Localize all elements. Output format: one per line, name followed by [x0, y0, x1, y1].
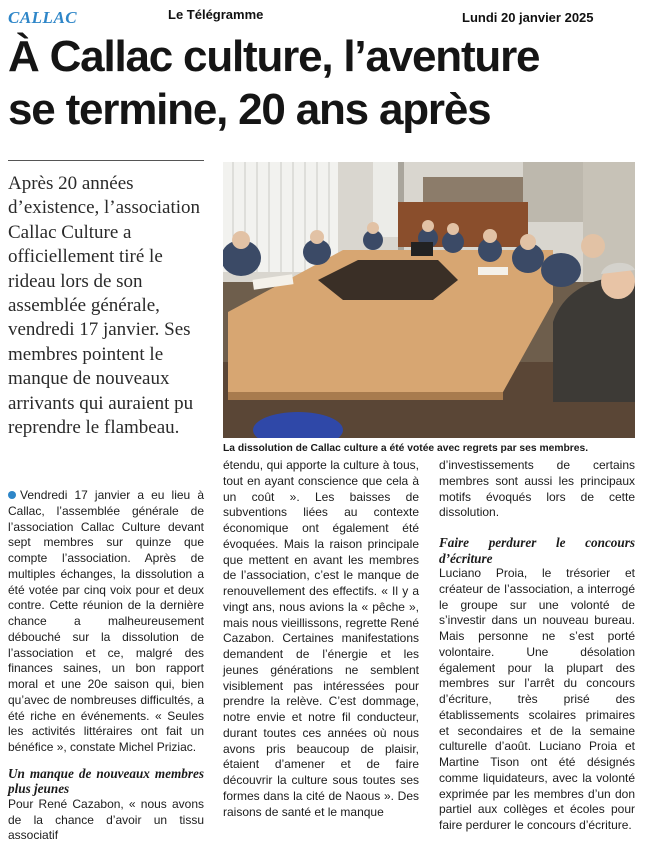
paragraph: Luciano Proia, le trésorier et créateur de l’association, a interrogé le groupe sur une volonté de s’investir dans un nouveau bureau. Mais personne ne s’est porté volontaire. Une désolation également pour la plupart des membres sur l’arrêt du concours d’écriture, très prisé des établissements scolaires primaires et secondaires et de la semaine culturelle d’août. Luciano Proia et Martine Tison ont été désignés comme liquidateurs, avec la volonté exprimée par les membres d’un don partiel aux collèges et écoles pour faire perdurer le concours d’écriture.	[439, 566, 635, 832]
article-headline	[8, 30, 638, 136]
article-photo	[223, 162, 635, 438]
subheading: Faire perdurer le concours d’écriture	[439, 535, 635, 566]
meeting-photo-illustration	[223, 162, 635, 438]
publication-date: Lundi 20 janvier 2025	[462, 10, 594, 25]
article-column-1	[8, 488, 204, 844]
headline-line-2: se termine, 20 ans après	[8, 85, 491, 134]
newspaper-source: Le Télégramme	[168, 7, 264, 22]
article-column-3	[439, 458, 635, 834]
paragraph: étendu, qui apporte la culture à tous, tout en ayant conscience que cela à un coût ». Les baisses de subventions liées au contexte économique ont également été évoquées. Mais la raison principale que mettent en avant les membres de l’association, c’est le manque de renouvellement des effectifs. « Il y a vingt ans, nous avions la « pêche », mais nous vieillissons, regrette René Cazabon. Certaines manifestations demandent de l’énergie et les jeunes générations ne semblent visiblement pas intéressées pour prendre la relève. C’est dommage, notre envie et notre fil conducteur, durant toutes ces années où nous avons pris beaucoup de plaisir, étaient d’amener et de faire découvrir la culture sous toutes ses formes dans la cité de Naous ». Des raisons de santé et le manque	[223, 458, 419, 819]
photo-caption: La dissolution de Callac culture a été votée avec regrets par ses membres.	[223, 443, 589, 454]
lede-divider	[8, 160, 204, 161]
article-column-2	[223, 458, 419, 820]
paragraph: Pour René Cazabon, « nous avons de la chance d’avoir un tissu associatif	[8, 796, 204, 843]
paragraph-text: Vendredi 17 janvier a eu lieu à Callac, l’assemblée générale de l’association Callac Culture devant sept membres sur quinze que compte l’association. Après de multiples échanges, la dissolution a été votée par cinq voix pour et deux contre. Cette réunion de la dernière chance a malheureusement débouché sur la dissolution de l’association et ce, malgré des finances saines, un bon rapport moral et une 20e saison qui, bien qu’avec de nombreuses difficultés, a été riche en événements. « Seules les activités littéraires ont fait un bénéfice », constate Michel Priziac.	[8, 488, 204, 754]
bullet-dot-icon	[8, 491, 16, 499]
article-lede: Après 20 années d’existence, l’association Callac Culture a officiellement tiré le rideau lors de son assemblée générale, vendredi 17 janvier. Ses membres pointent le manque de nouveaux arrivants qui auraient pu reprendre le flambeau.	[8, 173, 201, 439]
headline-line-1: À Callac culture, l’aventure	[8, 32, 540, 81]
section-kicker: CALLAC	[8, 8, 78, 27]
paragraph: d’investissements de certains membres sont aussi les principaux motifs évoqués lors de cette dissolution.	[439, 458, 635, 520]
paragraph	[8, 488, 204, 756]
subheading: Un manque de nouveaux membres plus jeunes	[8, 765, 204, 797]
